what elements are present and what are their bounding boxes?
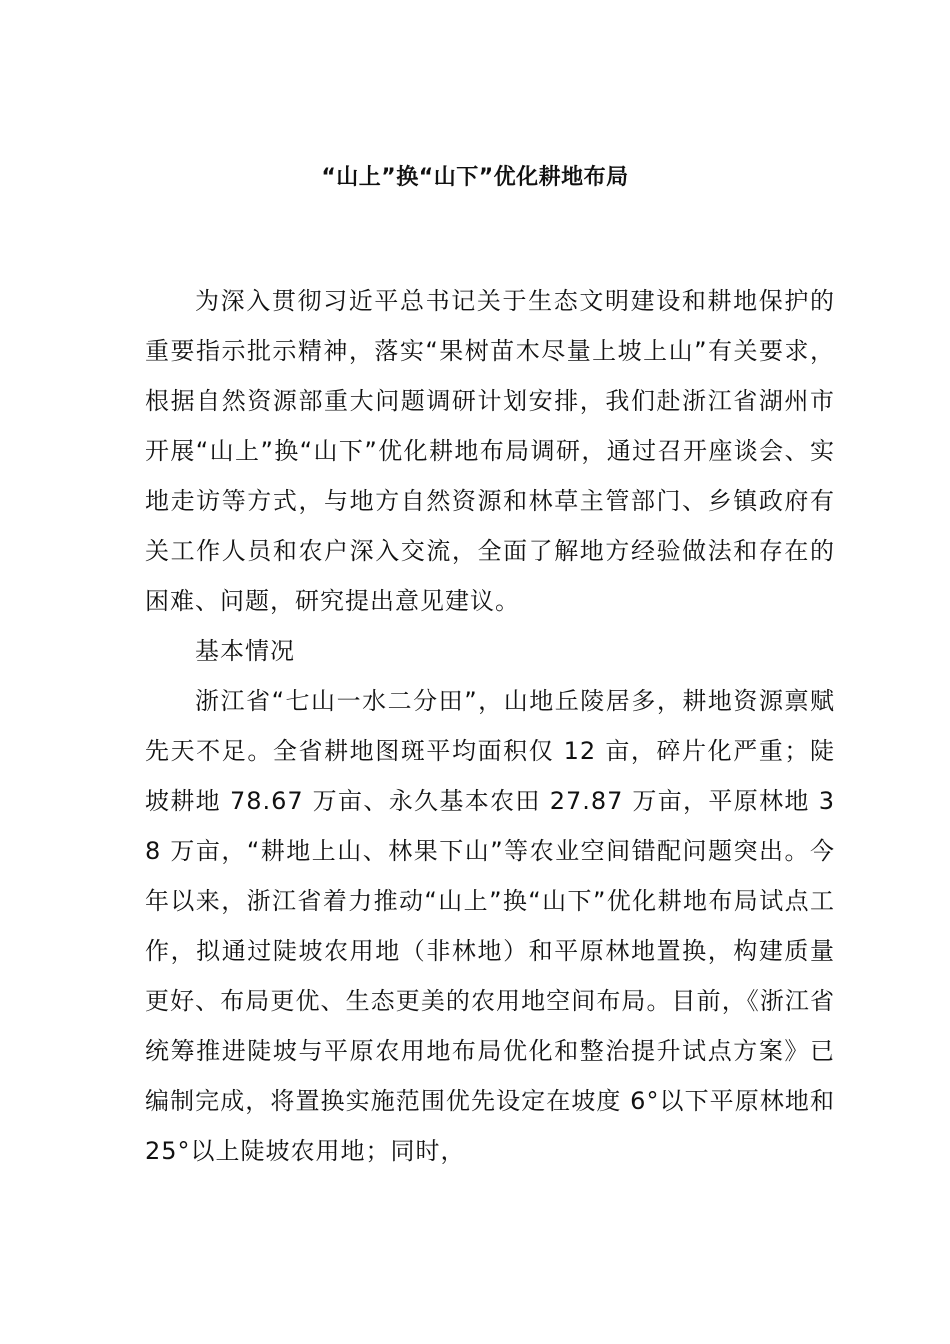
section-heading-basic-situation: 基本情况	[195, 637, 295, 665]
paragraph-intro: 为深入贯彻习近平总书记关于生态文明建设和耕地保护的重要指示批示精神，落实“果树苗木尽量上坡上山”有关要求，根据自然资源部重大问题调研计划安排，我们赴浙江省湖州市开展“山上”换“山下”优化耕地布局调研，通过召开座谈会、实地走访等方式，与地方自然资源和林草主管部门、乡镇政府有关工作人员和农户深入交流，全面了解地方经验做法和存在的困难、问题，研究提出意见建议。	[145, 287, 835, 615]
paragraph-basic-situation: 浙江省“七山一水二分田”，山地丘陵居多，耕地资源禀赋先天不足。全省耕地图斑平均面积仅 12 亩，碎片化严重；陡坡耕地 78.67 万亩、永久基本农田 27.87 万亩，平原林地 38 万亩，“耕地上山、林果下山”等农业空间错配问题突出。今年以来，浙江省着力推动“山上”换“山下”优化耕地布局试点工作，拟通过陡坡农用地（非林地）和平原林地置换，构建质量更好、布局更优、生态更美的农用地空间布局。目前，《浙江省统筹推进陡坡与平原农用地布局优化和整治提升试点方案》已编制完成，将置换实施范围优先设定在坡度 6°以下平原林地和 25°以上陡坡农用地；同时，	[145, 687, 835, 1165]
document-title: “山上”换“山下”优化耕地布局	[321, 165, 629, 190]
document-body	[145, 276, 835, 1176]
